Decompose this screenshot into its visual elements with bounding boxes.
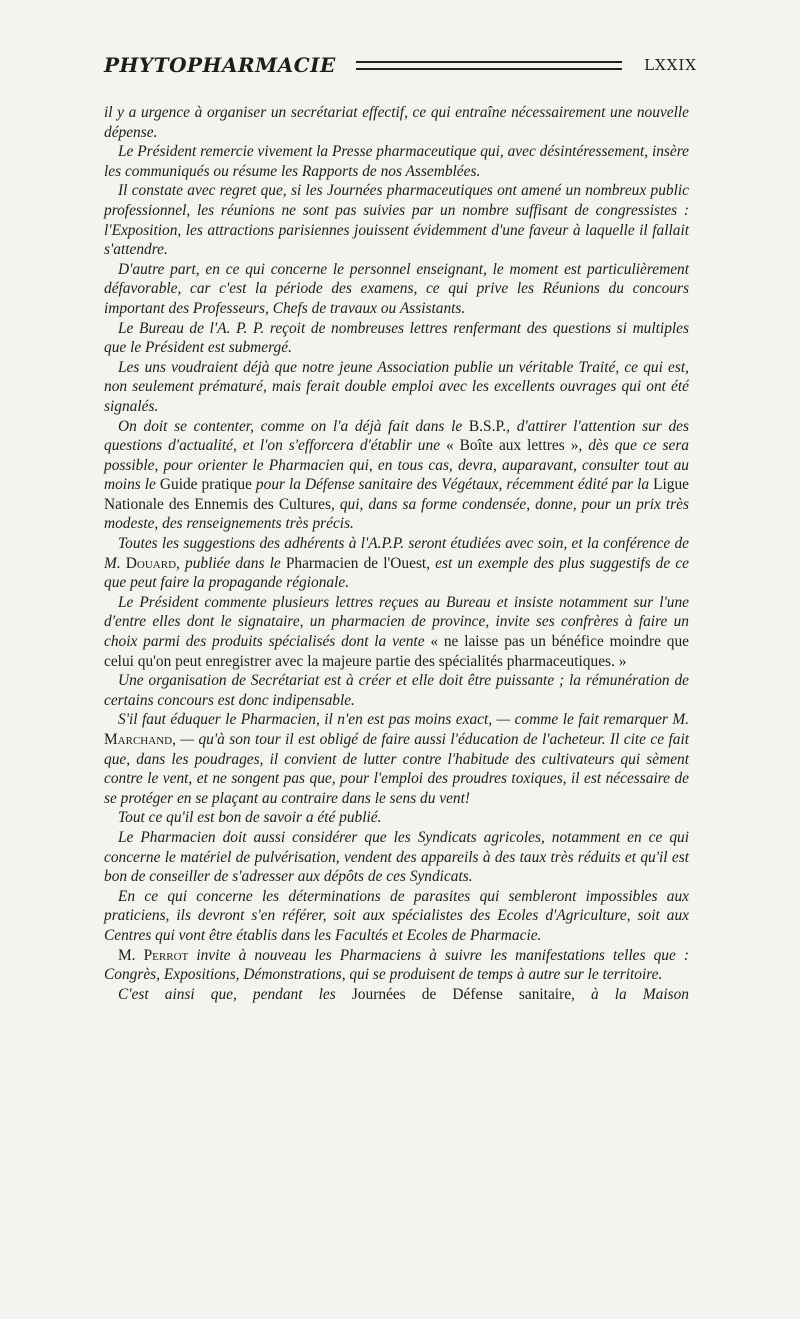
text-run: C'est ainsi que, pendant les [118, 985, 352, 1003]
text-run: Guide pratique [159, 476, 252, 494]
text-run: , est un exemple des plus suggestifs de ce que peut faire la propagande régionale. [104, 554, 689, 592]
text-run: , d'attirer l'attention sur des questions d'actualité, et l'on s'efforcera d'établir une [104, 417, 690, 455]
text-run: Il constate avec regret que, si les Journées pharmaceutiques ont amené un nombreux public professionnel, les réunions ne sont pas suivies par un nombre suffisant de congressistes : l'Exposition, les attractions parisiennes jouissent évidemment d'une faveur à laquelle il fallait s'attendre. [104, 182, 689, 259]
paragraph [104, 828, 689, 887]
paragraph [104, 887, 689, 946]
text-run: M. [118, 946, 144, 964]
double-rule [356, 61, 622, 70]
paragraph [104, 534, 689, 593]
text-run: Le Bureau de l'A. P. P. reçoit de nombreuses lettres renfermant des questions si multiples que le Président est submergé. [104, 319, 689, 357]
text-run: Pharmacien de l'Ouest [285, 554, 427, 572]
text-run: « Boîte aux lettres » [446, 437, 579, 455]
paragraph [104, 358, 689, 417]
text-run: Toutes les suggestions des adhérents à l'A.P.P. seront étudiées avec soin, et la conférence de M. [104, 535, 689, 572]
text-run: Le Président remercie vivement la Presse pharmaceutique qui, avec désintéressement, insère les communiqués ou résume les Rapports de nos Assemblées. [104, 143, 689, 180]
text-run: , dès que ce sera possible, pour orienter le Pharmacien qui, en tous cas, devra, auparavant, consulter tout au moins le [104, 437, 689, 494]
paragraph [104, 710, 689, 808]
paragraph [104, 260, 689, 319]
text-run: S'il faut éduquer le Pharmacien, il n'en est pas moins exact, — comme le fait remarquer M. [118, 711, 689, 729]
body-text [104, 103, 689, 1004]
person-name: Perrot [143, 946, 189, 964]
text-run: Les uns voudraient déjà que notre jeune Association publie un véritable Traité, ce qui est, non seulement prématuré, mais ferait double emploi avec les excellents ouvrages qui ont été signalés. [104, 358, 689, 415]
paragraph [104, 671, 689, 710]
paragraph [104, 319, 689, 358]
text-run: , à la Maison [571, 985, 689, 1003]
text-run: pour la Défense sanitaire des Végétaux, récemment édité par la [251, 476, 654, 494]
text-run: invite à nouveau les Pharmaciens à suivre les manifestations telles que : Congrès, Expositions, Démonstrations, qui se produisent de temps à autre sur le territoire. [104, 946, 689, 984]
paragraph [104, 417, 689, 535]
paragraph [104, 808, 689, 828]
paragraph [104, 985, 689, 1005]
text-run: D'autre part, en ce qui concerne le personnel enseignant, le moment est particulièrement défavorable, car c'est la période des examens, ce qui prive les Réunions du concours important des Professeurs, Chefs de travaux ou Assistants. [104, 260, 689, 317]
paragraph [104, 142, 689, 181]
text-run: En ce qui concerne les déterminations de parasites qui sembleront impossibles aux praticiens, ils devront s'en référer, soit aux spécialistes des Ecoles d'Agriculture, soit aux Centres qui vont être établis dans les Facultés et Ecoles de Pharmacie. [104, 887, 689, 944]
text-run: , — qu'à son tour il est obligé de faire aussi l'éducation de l'acheteur. Il cite ce fait que, dans les poudrages, il convient de lutter contre l'habitude des cultivateurs qui sèment contre le vent, et ne songent pas que, pour l'emploi des proudres toxiques, il est nécessaire de se protéger en se plaçant au contraire dans le sens du vent! [104, 731, 689, 807]
running-head [104, 52, 697, 78]
person-name: Marchand [104, 731, 173, 748]
text-run: Une organisation de Secrétariat est à créer et elle doit être puissante ; la rémunération de certains concours est donc indipensable. [104, 672, 689, 709]
person-name: Douard [125, 554, 177, 572]
text-run: « ne laisse pas un bénéfice moindre que celui qu'on peut enregistrer avec la majeure partie des spécialités pharmaceutiques. » [104, 633, 689, 670]
paragraph [104, 593, 689, 671]
text-run: , qui, dans sa forme condensée, donne, pour un prix très modeste, des renseignements très précis. [104, 495, 689, 533]
text-run: On doit se contenter, comme on l'a déjà fait dans le [118, 417, 469, 435]
paragraph [104, 946, 689, 985]
text-run: Tout ce qu'il est bon de savoir a été publié. [118, 809, 382, 827]
paragraph [104, 181, 689, 259]
text-run: Le Pharmacien doit aussi considérer que les Syndicats agricoles, notamment en ce qui concerne le matériel de pulvérisation, vendent des appareils à des taux très réduits et qu'il est bon de conseiller de s'adresser aux dépôts de ces Syndicats. [104, 828, 689, 886]
text-run: il y a urgence à organiser un secrétariat effectif, ce qui entraîne nécessairement une nouvelle dépense. [104, 104, 689, 141]
running-title: PHYTOPHARMACIE [104, 53, 336, 77]
text-run: Le Président commente plusieurs lettres reçues au Bureau et insiste notamment sur l'une d'entre elles dont le signataire, un pharmacien de province, invite ses confrères à faire un choix parmi des produits spécialisés dont la vente [104, 593, 689, 651]
page-number: LXXIX [644, 56, 697, 74]
text-run: B.S.P. [468, 417, 507, 435]
text-run: , publiée dans le [176, 554, 286, 572]
text-run: Ligue Nationale des Ennemis des Cultures [104, 476, 690, 513]
text-run: Journées de Défense sanitaire [351, 985, 572, 1003]
paragraph [104, 103, 689, 142]
